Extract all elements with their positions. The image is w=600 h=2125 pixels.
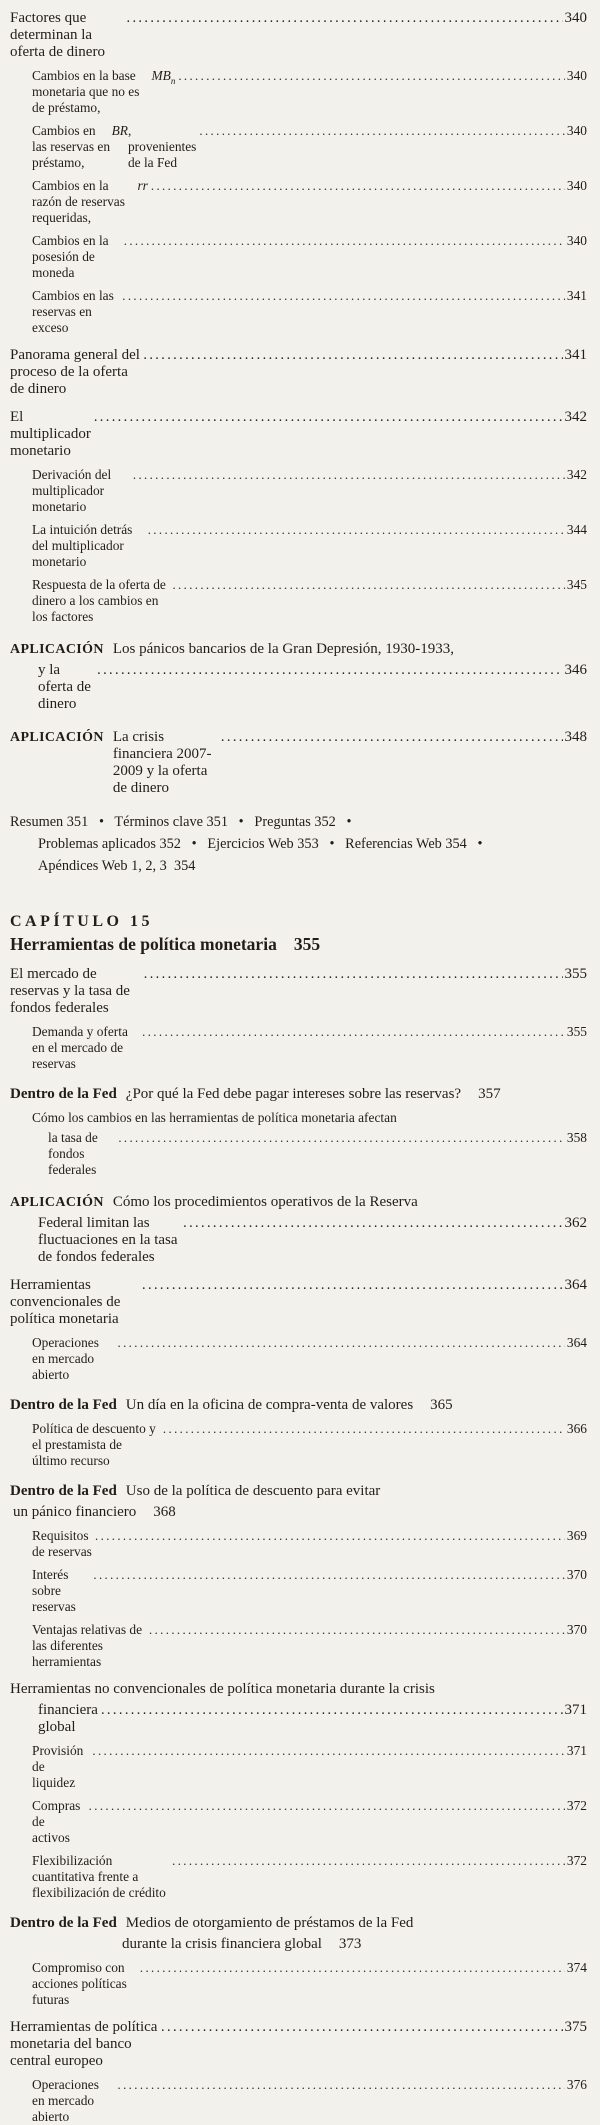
- summary-line: [10, 814, 587, 831]
- toc-entry: [10, 1960, 587, 2008]
- dot-leader: [172, 577, 564, 593]
- dot-leader: [97, 662, 562, 679]
- entry-text: Cambios en la posesión de moneda: [32, 233, 112, 280]
- toc-entry: [10, 1567, 587, 1615]
- toc-entry: [10, 729, 587, 797]
- page-number: 340: [566, 68, 587, 83]
- page-number: 364: [564, 1277, 587, 1293]
- feature-label: Dentro de la Fed: [10, 1483, 117, 1499]
- page-number: 341: [566, 288, 587, 303]
- summary-text: Problemas aplicados 352 • Ejercicios Web 353 • Referencias Web 354 •: [38, 836, 483, 852]
- page-number: 340: [566, 178, 587, 193]
- toc-entry: [10, 467, 587, 515]
- page-number: 355: [566, 1024, 587, 1039]
- entry-text: Cambios en la base monetaria que no es de préstamo,: [32, 68, 143, 115]
- summary-line: [10, 836, 587, 853]
- page-number: 340: [566, 233, 587, 248]
- page-number: 357: [478, 1086, 501, 1102]
- page-number: 346: [564, 662, 587, 678]
- toc-entry: [10, 1024, 587, 1072]
- page-number: 375: [564, 2019, 587, 2035]
- feature-text: Uso de la política de descuento para evitar: [125, 1483, 381, 1499]
- chapter-heading: [10, 913, 587, 931]
- feature-entry: [10, 1397, 587, 1414]
- page-number: 362: [564, 1215, 587, 1231]
- entry-text: Federal limitan las fluctuaciones en la tasa de fondos federales: [38, 1215, 182, 1265]
- dot-leader: [124, 233, 565, 249]
- dot-leader: [89, 1798, 565, 1814]
- entry-text: Cómo los cambios en las herramientas de política monetaria afectan: [32, 1110, 397, 1125]
- dot-leader: [93, 1567, 565, 1583]
- toc-entry: [10, 347, 587, 398]
- entry-text: financiera global: [38, 1702, 102, 1735]
- summary-text: Apéndices Web 1, 2, 3 354: [38, 858, 196, 874]
- application-label: APLICACIÓN: [10, 1195, 104, 1210]
- summary-text: Resumen 351 • Términos clave 351 • Preguntas 352 •: [10, 814, 352, 830]
- dot-leader: [161, 2019, 562, 2036]
- page-number: 355: [564, 966, 587, 982]
- toc-entry: [10, 178, 587, 226]
- dot-leader: [126, 10, 562, 27]
- entry-text: , provenientes de la Fed: [127, 123, 200, 170]
- dot-leader: [172, 1853, 565, 1869]
- page-number: 364: [566, 1335, 587, 1350]
- page-number: 358: [566, 1130, 587, 1145]
- page-number: 342: [566, 467, 587, 482]
- application-label: APLICACIÓN: [10, 642, 104, 657]
- dot-leader: [133, 467, 565, 483]
- entry-text: Provisión de liquidez: [32, 1743, 87, 1790]
- page-number: 371: [566, 1743, 587, 1758]
- entry-variable: MB: [151, 68, 171, 83]
- dot-leader: [95, 1528, 565, 1544]
- feature-entry: [10, 1483, 587, 1500]
- dot-leader: [199, 123, 565, 139]
- page-number: 372: [566, 1853, 587, 1868]
- dot-leader: [148, 522, 565, 538]
- toc-entry-continuation: [10, 1215, 587, 1266]
- toc-entry-continuation: [10, 662, 587, 713]
- entry-text: El multiplicador monetario: [10, 409, 95, 459]
- dot-leader: [221, 729, 563, 746]
- page-number: 370: [566, 1567, 587, 1582]
- entry-text: la tasa de fondos federales: [48, 1130, 102, 1177]
- toc-entry: [10, 966, 587, 1017]
- feature-text: un pánico financiero: [13, 1504, 137, 1520]
- dot-leader: [92, 1743, 565, 1759]
- application-label: APLICACIÓN: [10, 730, 104, 745]
- page-number: 371: [564, 1702, 587, 1718]
- page-number: 355: [293, 934, 321, 954]
- entry-text: Los pánicos bancarios de la Gran Depresión, 1930-1933,: [112, 641, 454, 657]
- toc-entry: [10, 2077, 587, 2125]
- toc-entry: [10, 1743, 587, 1791]
- page-number: 368: [153, 1504, 176, 1520]
- toc-entry: [10, 233, 587, 281]
- toc-entry-continuation: [10, 1130, 587, 1178]
- toc-entry: [10, 1277, 587, 1328]
- entry-text: Cómo los procedimientos operativos de la Reserva: [112, 1194, 418, 1210]
- toc-entry: [10, 577, 587, 625]
- toc-entry: [10, 68, 587, 116]
- feature-entry-continuation: [10, 1936, 587, 1953]
- entry-text: Compromiso con acciones políticas futuras: [32, 1960, 131, 2007]
- entry-text: El mercado de reservas y la tasa de fondos federales: [10, 966, 134, 1016]
- page-number: 370: [566, 1622, 587, 1637]
- toc-entry-continuation: [10, 1702, 587, 1736]
- entry-text: Herramientas convencionales de política monetaria: [10, 1277, 125, 1327]
- chapter-title-line: [10, 934, 587, 955]
- dot-leader: [118, 1130, 565, 1146]
- entry-text: Factores que determinan la oferta de dinero: [10, 10, 105, 60]
- page-number: 341: [564, 347, 587, 363]
- dot-leader: [101, 1702, 563, 1719]
- dot-leader: [163, 1421, 565, 1437]
- dot-leader: [151, 178, 565, 194]
- entry-variable: rr: [137, 178, 148, 193]
- toc-entry: [10, 1622, 587, 1670]
- toc-entry: [10, 1798, 587, 1846]
- toc-entry: [10, 641, 587, 658]
- feature-label: Dentro de la Fed: [10, 1915, 117, 1931]
- feature-label: Dentro de la Fed: [10, 1086, 117, 1102]
- dot-leader: [183, 1215, 562, 1232]
- entry-text: Flexibilización cuantitativa frente a flexibilización de crédito: [32, 1853, 166, 1900]
- entry-variable: BR: [111, 123, 128, 138]
- toc-entry: [10, 1110, 587, 1126]
- page-number: 372: [566, 1798, 587, 1813]
- entry-text: Requisitos de reservas: [32, 1528, 92, 1559]
- feature-entry-continuation: [10, 1504, 587, 1521]
- dot-leader: [144, 966, 563, 983]
- feature-text: Un día en la oficina de compra-venta de valores: [125, 1397, 414, 1413]
- toc-entry: [10, 409, 587, 460]
- entry-text: La crisis financiera 2007-2009 y la oferta de dinero: [112, 729, 212, 796]
- feature-text: ¿Por qué la Fed debe pagar intereses sobre las reservas?: [125, 1086, 462, 1102]
- page-number: 369: [566, 1528, 587, 1543]
- entry-text: Política de descuento y el prestamista de último recurso: [32, 1421, 160, 1468]
- entry-text: Herramientas de política monetaria del banco central europeo: [10, 2019, 162, 2069]
- dot-leader: [178, 68, 565, 84]
- toc-entry: [10, 1335, 587, 1383]
- dot-leader: [94, 409, 563, 426]
- entry-text: Interés sobre reservas: [32, 1567, 76, 1614]
- feature-text: Medios de otorgamiento de préstamos de la Fed: [125, 1915, 414, 1931]
- feature-entry: [10, 1915, 587, 1932]
- entry-text: Herramientas no convencionales de política monetaria durante la crisis: [10, 1681, 435, 1697]
- dot-leader: [142, 1024, 565, 1040]
- toc-entry: [10, 10, 587, 61]
- dot-leader: [118, 1335, 565, 1351]
- toc-entry: [10, 1528, 587, 1560]
- entry-variable-subscript: n: [170, 75, 176, 86]
- entry-text: Cambios en las reservas en exceso: [32, 288, 118, 335]
- entry-text: Respuesta de la oferta de dinero a los cambios en los factores: [32, 577, 170, 624]
- page-number: 373: [338, 1936, 362, 1952]
- entry-text: Compras de activos: [32, 1798, 84, 1845]
- entry-text: La intuición detrás del multiplicador monetario: [32, 522, 136, 569]
- toc-entry: [10, 123, 587, 171]
- page-number: 366: [566, 1421, 587, 1436]
- entry-text: Cambios en las reservas en préstamo,: [32, 123, 114, 170]
- entry-text: Operaciones en mercado abierto: [32, 2077, 103, 2124]
- page-number: 348: [564, 729, 587, 745]
- toc-entry: [10, 1853, 587, 1901]
- page-number: 340: [564, 10, 587, 26]
- page-number: 342: [564, 409, 587, 425]
- toc-entry: [10, 1194, 587, 1211]
- dot-leader: [118, 2077, 565, 2093]
- toc-entry: [10, 522, 587, 570]
- entry-text: Operaciones en mercado abierto: [32, 1335, 103, 1382]
- entry-text: Ventajas relativas de las diferentes herramientas: [32, 1622, 146, 1669]
- entry-text: y la oferta de dinero: [38, 662, 95, 712]
- toc-entry: [10, 1421, 587, 1469]
- dot-leader: [140, 1960, 565, 1976]
- summary-line: [10, 858, 587, 875]
- dot-leader: [122, 288, 565, 304]
- entry-text: Derivación del multiplicador monetario: [32, 467, 115, 514]
- page-number: 365: [430, 1397, 453, 1413]
- page-number: 340: [566, 123, 587, 138]
- dot-leader: [143, 347, 562, 364]
- page-number: 344: [566, 522, 587, 537]
- feature-entry: [10, 1086, 587, 1103]
- chapter-kicker: CAPÍTULO 15: [10, 913, 153, 930]
- entry-text: Panorama general del proceso de la oferta de dinero: [10, 347, 144, 397]
- entry-text: Cambios en la razón de reservas requeridas,: [32, 178, 129, 225]
- entry-text: Demanda y oferta en el mercado de reservas: [32, 1024, 132, 1071]
- page-number: 374: [566, 1960, 587, 1975]
- dot-leader: [142, 1277, 562, 1294]
- page-number: 376: [566, 2077, 587, 2092]
- dot-leader: [149, 1622, 565, 1638]
- toc-entry: [10, 2019, 587, 2070]
- toc-entry: [10, 1681, 587, 1698]
- feature-text: durante la crisis financiera global: [122, 1936, 322, 1952]
- chapter-title: Herramientas de política monetaria: [10, 934, 277, 954]
- page-number: 345: [566, 577, 587, 592]
- toc-entry: [10, 288, 587, 336]
- feature-label: Dentro de la Fed: [10, 1397, 117, 1413]
